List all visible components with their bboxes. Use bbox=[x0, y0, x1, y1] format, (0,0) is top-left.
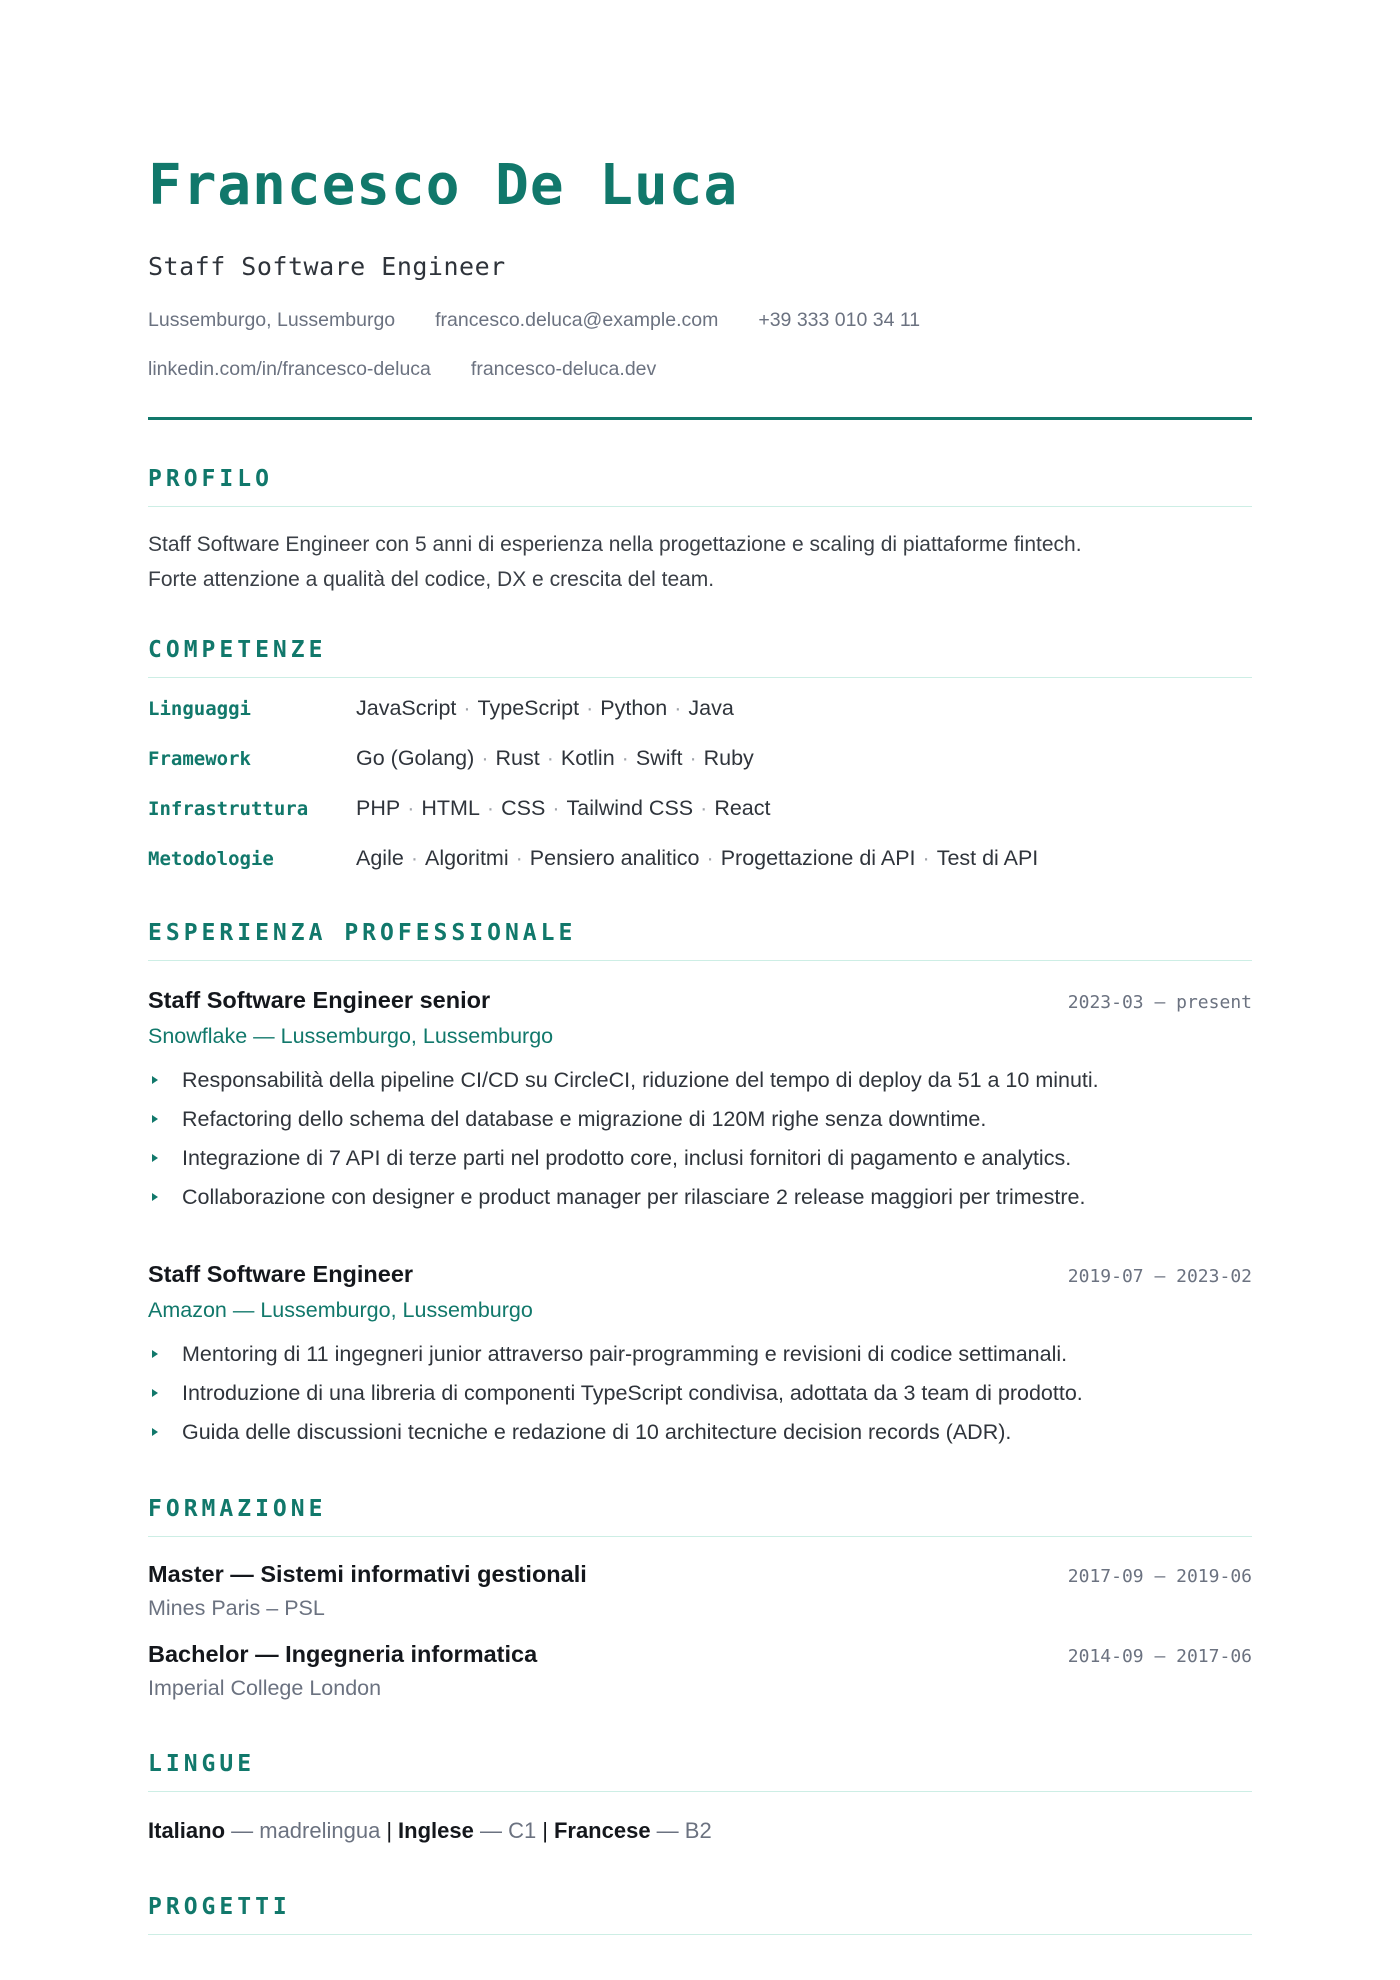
skill-item: HTML bbox=[421, 796, 480, 820]
education-entry bbox=[148, 1561, 1252, 1621]
section-title-projects: PROGETTI bbox=[148, 1894, 291, 1920]
job-title: Staff Software Engineer bbox=[148, 1261, 414, 1287]
skill-separator: · bbox=[689, 746, 697, 770]
skill-row bbox=[148, 696, 1252, 746]
language-level-separator: — bbox=[650, 1818, 685, 1843]
section-divider bbox=[148, 960, 1252, 961]
section-title-profile: PROFILO bbox=[148, 466, 273, 492]
section-divider bbox=[148, 506, 1252, 507]
profile-summary bbox=[148, 527, 1252, 597]
education-header bbox=[148, 1641, 1252, 1668]
candidate-role: Staff Software Engineer bbox=[148, 252, 506, 281]
language-name: Francese bbox=[553, 1818, 651, 1843]
job-title: Staff Software Engineer senior bbox=[148, 987, 491, 1013]
education-school: Imperial College London bbox=[148, 1676, 382, 1700]
section-title-experience: ESPERIENZA PROFESSIONALE bbox=[148, 920, 577, 946]
links-row bbox=[148, 358, 1252, 381]
skill-item: Pensiero analitico bbox=[529, 846, 700, 870]
skill-separator: · bbox=[552, 796, 560, 820]
skill-separator: · bbox=[700, 796, 708, 820]
skill-category: Infrastruttura bbox=[148, 798, 309, 820]
language-level: B2 bbox=[684, 1818, 712, 1843]
job-bullet: Collaborazione con designer e product manager per rilasciare 2 release maggiori per trimestre. bbox=[148, 1178, 1252, 1217]
skill-item: Rust bbox=[495, 746, 540, 770]
education-header bbox=[148, 1561, 1252, 1588]
location: Lussemburgo, Lussemburgo bbox=[148, 309, 396, 331]
skill-item: CSS bbox=[501, 796, 546, 820]
skill-item: PHP bbox=[356, 796, 401, 820]
skill-separator: · bbox=[410, 846, 418, 870]
skill-item: Kotlin bbox=[560, 746, 615, 770]
job-header bbox=[148, 1261, 1252, 1288]
job-header bbox=[148, 987, 1252, 1014]
job-bullets bbox=[148, 1061, 1252, 1217]
job-bullet: Introduzione di una libreria di componenti TypeScript condivisa, adottata da 3 team di prodotto. bbox=[148, 1374, 1252, 1413]
education-degree: Bachelor — Ingegneria informatica bbox=[148, 1641, 538, 1667]
skill-item: Java bbox=[688, 696, 734, 720]
job-entry bbox=[148, 987, 1252, 1217]
skill-separator: · bbox=[922, 846, 930, 870]
job-bullet: Guida delle discussioni tecniche e redazione di 10 architecture decision records (ADR). bbox=[148, 1413, 1252, 1452]
job-company: Amazon — Lussemburgo, Lussemburgo bbox=[148, 1298, 533, 1322]
language-separator: | bbox=[386, 1818, 393, 1843]
skill-item: Python bbox=[600, 696, 668, 720]
job-bullets bbox=[148, 1335, 1252, 1452]
education-dates: 2017-09 — 2019-06 bbox=[1067, 1566, 1252, 1587]
language-name: Italiano bbox=[148, 1818, 226, 1843]
section-divider bbox=[148, 1536, 1252, 1537]
skill-separator: · bbox=[546, 746, 554, 770]
linkedin-link[interactable]: linkedin.com/in/francesco-deluca bbox=[148, 358, 431, 380]
skill-separator: · bbox=[515, 846, 523, 870]
language-level: madrelingua bbox=[259, 1818, 381, 1843]
skill-separator: · bbox=[486, 796, 495, 820]
skills-list bbox=[148, 696, 1252, 896]
skill-separator: · bbox=[621, 746, 629, 770]
job-dates: 2019-07 — 2023-02 bbox=[1067, 1266, 1252, 1287]
education-list bbox=[148, 1561, 1252, 1701]
skill-item: Algoritmi bbox=[424, 846, 509, 870]
job-entry bbox=[148, 1261, 1252, 1452]
phone[interactable]: +39 333 010 34 11 bbox=[758, 309, 921, 331]
website-link[interactable]: francesco-deluca.dev bbox=[470, 358, 657, 380]
language-name: Inglese bbox=[398, 1818, 474, 1843]
skill-separator: · bbox=[463, 696, 471, 720]
languages-line bbox=[148, 1818, 1252, 1844]
skill-category: Linguaggi bbox=[148, 698, 251, 720]
experience-list bbox=[148, 987, 1252, 1452]
skill-separator: · bbox=[586, 696, 594, 720]
skill-item: Tailwind CSS bbox=[566, 796, 694, 820]
section-divider bbox=[148, 1791, 1252, 1792]
skill-category: Framework bbox=[148, 748, 251, 770]
skill-category: Metodologie bbox=[148, 848, 274, 870]
skill-item: React bbox=[714, 796, 771, 820]
language-level: C1 bbox=[508, 1818, 537, 1843]
section-divider bbox=[148, 677, 1252, 678]
profile-line: Forte attenzione a qualità del codice, DX e crescita del team. bbox=[148, 568, 715, 591]
job-bullet: Responsabilità della pipeline CI/CD su CircleCI, riduzione del tempo di deploy da 51 a 10 minuti. bbox=[148, 1061, 1252, 1100]
skill-items bbox=[356, 846, 1038, 871]
skill-item: Test di API bbox=[936, 846, 1039, 870]
job-dates: 2023-03 — present bbox=[1067, 992, 1252, 1013]
contact-row bbox=[148, 309, 1252, 332]
skill-items bbox=[356, 746, 754, 771]
skill-item: Swift bbox=[635, 746, 683, 770]
language-level-separator: — bbox=[473, 1818, 509, 1843]
education-dates: 2014-09 — 2017-06 bbox=[1067, 1646, 1252, 1667]
skill-row bbox=[148, 796, 1252, 846]
skill-row bbox=[148, 846, 1252, 896]
email-link[interactable]: francesco.deluca@example.com bbox=[435, 309, 719, 331]
section-title-education: FORMAZIONE bbox=[148, 1496, 327, 1522]
skill-item: Ruby bbox=[703, 746, 754, 770]
section-title-skills: COMPETENZE bbox=[148, 637, 327, 663]
job-bullet: Mentoring di 11 ingegneri junior attraverso pair-programming e revisioni di codice settimanali. bbox=[148, 1335, 1252, 1374]
skill-items bbox=[356, 796, 771, 821]
skill-separator: · bbox=[706, 846, 714, 870]
section-divider bbox=[148, 1934, 1252, 1935]
profile-line: Staff Software Engineer con 5 anni di esperienza nella progettazione e scaling di piattaforme fintech. bbox=[148, 533, 1082, 556]
header-divider bbox=[148, 417, 1252, 420]
education-degree: Master — Sistemi informativi gestionali bbox=[148, 1561, 587, 1587]
education-entry bbox=[148, 1641, 1252, 1701]
job-company: Snowflake — Lussemburgo, Lussemburgo bbox=[148, 1024, 554, 1048]
education-school: Mines Paris – PSL bbox=[148, 1596, 325, 1620]
skill-item: Go (Golang) bbox=[356, 746, 475, 770]
skill-item: Agile bbox=[356, 846, 404, 870]
skill-separator: · bbox=[674, 696, 682, 720]
language-level-separator: — bbox=[225, 1818, 260, 1843]
language-separator: | bbox=[542, 1818, 548, 1843]
skill-separator: · bbox=[481, 746, 489, 770]
skill-item: JavaScript bbox=[356, 696, 457, 720]
skill-separator: · bbox=[407, 796, 415, 820]
skill-row bbox=[148, 746, 1252, 796]
job-bullet: Integrazione di 7 API di terze parti nel prodotto core, inclusi fornitori di pagamento e analytics. bbox=[148, 1139, 1252, 1178]
skill-item: Progettazione di API bbox=[720, 846, 916, 870]
job-bullet: Refactoring dello schema del database e migrazione di 120M righe senza downtime. bbox=[148, 1100, 1252, 1139]
candidate-name: Francesco De Luca bbox=[148, 153, 739, 218]
skill-items bbox=[356, 696, 734, 721]
skill-item: TypeScript bbox=[477, 696, 580, 720]
section-title-languages: LINGUE bbox=[148, 1751, 256, 1777]
